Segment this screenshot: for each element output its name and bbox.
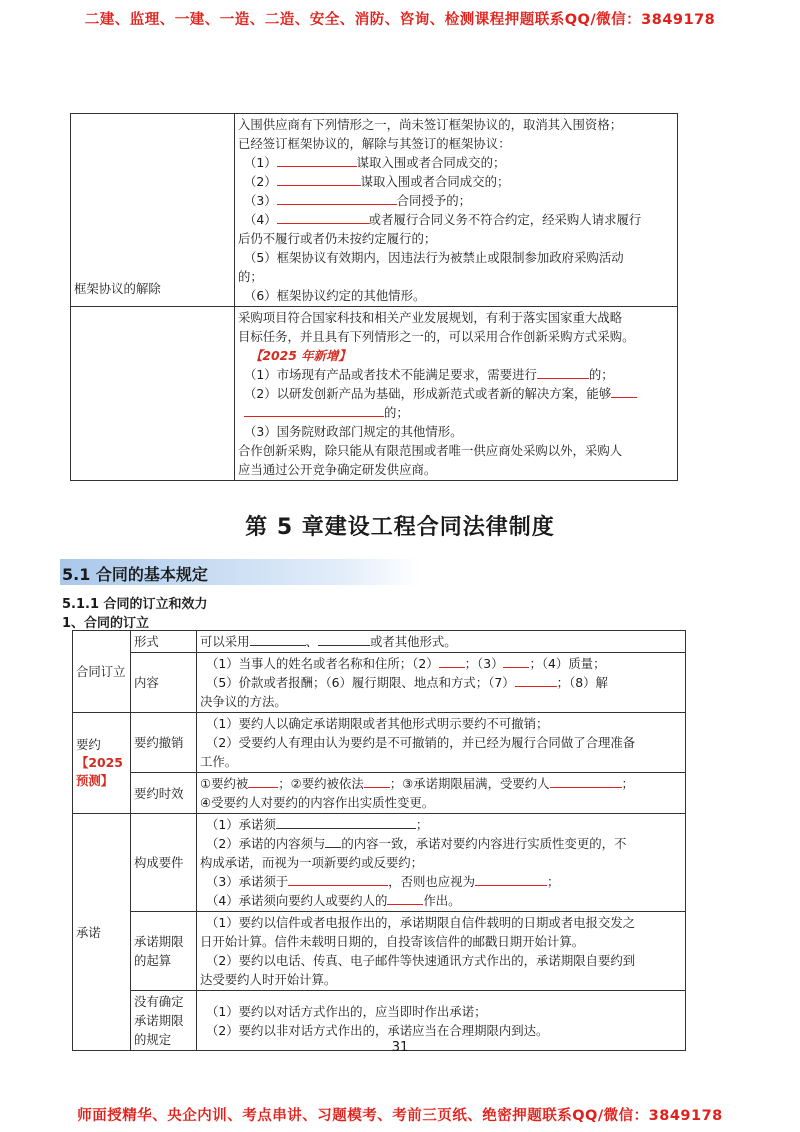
row-label: 内容 xyxy=(131,653,197,713)
page-number: 31 xyxy=(391,1040,409,1055)
text-line: （3）承诺须于 ，否则也应视为 ； xyxy=(206,874,560,889)
list-item: （4） 或者履行合同义务不符合约定，经采购人请求履行 xyxy=(244,212,642,227)
cell-content xyxy=(235,114,678,307)
list-item: 的； xyxy=(238,403,674,422)
fill-blank xyxy=(325,834,341,848)
text-line: （4）承诺须向要约人或要约人的 作出。 xyxy=(206,893,461,908)
text-line: （5）价款或者报酬；（6）履行期限、地点和方式；（7） ；（8）解 xyxy=(206,675,608,690)
cell-content xyxy=(235,307,678,481)
table-row xyxy=(73,912,686,991)
text-line: （1）承诺须 ； xyxy=(206,817,429,832)
text-line: 后仍不履行或者仍未按约定履行的； xyxy=(238,231,437,246)
row-label: 构成要件 xyxy=(131,814,197,912)
fill-blank xyxy=(244,403,384,417)
text-line: 入围供应商有下列情形之一，尚未签订框架协议的，取消其入围资格； xyxy=(238,117,623,132)
fill-blank xyxy=(277,172,361,186)
fill-blank xyxy=(277,153,357,167)
fill-blank xyxy=(503,654,529,668)
text-line: （2）要约以非对话方式作出的，承诺应当在合理期限内到达。 xyxy=(206,1022,549,1038)
group-label: 承诺 xyxy=(73,814,131,1051)
text-line: （1）当事人的姓名或者名称和住所；（2） ；（3） ；（4）质量； xyxy=(206,656,606,671)
table-row xyxy=(73,773,686,814)
fill-blank xyxy=(387,891,423,905)
fill-blank xyxy=(515,673,557,687)
cell-content xyxy=(197,713,686,773)
text-line: 日开始计算。信件未载明日期的，自投寄该信件的邮戳日期开始计算。 xyxy=(200,934,585,949)
list-item: （3） 合同授予的； xyxy=(244,193,472,208)
text-line: ①要约被 ；②要约被依法 ；③承诺期限届满，受要约人 ； xyxy=(200,776,634,791)
fill-blank xyxy=(276,815,416,829)
fill-blank xyxy=(277,191,397,205)
list-item: （3）国务院财政部门规定的其他情形。 xyxy=(244,424,463,439)
group-label xyxy=(73,713,131,814)
cell-content xyxy=(197,814,686,912)
cell-content xyxy=(197,653,686,713)
fill-blank xyxy=(364,774,390,788)
text-line: （1）要约以信件或者电报作出的，承诺期限自信件载明的日期或者电报交发之 xyxy=(206,915,636,930)
row-label-framework-termination xyxy=(71,114,235,307)
list-item: （6）框架协议约定的其他情形。 xyxy=(244,288,426,303)
new-tag: 【2025 年新增】 xyxy=(250,348,351,363)
row-label: 要约撤销 xyxy=(131,713,197,773)
text-line: （2）受要约人有理由认为要约是不可撤销的，并已经为履行合同做了合理准备 xyxy=(206,735,636,750)
sub-heading: 1、合同的订立 xyxy=(62,616,150,631)
text-line: 目标任务，并且具有下列情形之一的，可以采用合作创新采购方式采购。 xyxy=(238,329,635,344)
text-line: （2）要约以电话、传真、电子邮件等快速通讯方式作出的，承诺期限自要约到 xyxy=(206,953,636,968)
text-line: 达受要约人时开始计算。 xyxy=(200,972,337,987)
list-item: （1）市场现有产品或者技术不能满足要求，需要进行 的； xyxy=(244,367,614,382)
section-title: 5.1 合同的基本规定 xyxy=(62,565,208,584)
forecast-tag: 【2025 预测】 xyxy=(76,755,123,788)
table-row xyxy=(73,814,686,912)
fill-blank xyxy=(318,632,370,646)
fill-blank xyxy=(475,872,547,886)
contract-formation-table xyxy=(72,630,686,1051)
table-row xyxy=(73,631,686,653)
subsection-title: 5.1.1 合同的订立和效力 xyxy=(62,597,208,612)
text-line: 已经签订框架协议的，解除与其签订的框架协议： xyxy=(238,136,511,151)
text-line: （1）要约以对话方式作出的，应当即时作出承诺； xyxy=(206,1003,487,1019)
text-line: 应当通过公开竞争确定研发供应商。 xyxy=(238,462,437,477)
framework-table xyxy=(70,113,678,481)
text-line: 的； xyxy=(238,269,263,284)
row-label: 形式 xyxy=(131,631,197,653)
bottom-banner: 师面授精华、央企内训、考点串讲、习题模考、考前三页纸、绝密押题联系QQ/微信：3849178 xyxy=(77,1108,723,1124)
table-row xyxy=(71,114,678,307)
group-label: 合同订立 xyxy=(73,631,131,713)
fill-blank xyxy=(288,872,388,886)
fill-blank xyxy=(550,774,622,788)
text-line: 合作创新采购，除只能从有限范围或者唯一供应商处采购以外，采购人 xyxy=(238,443,623,458)
fill-blank xyxy=(537,365,589,379)
text-line: ④受要约人对要约的内容作出实质性变更。 xyxy=(200,795,435,810)
top-banner: 二建、监理、一建、一造、二造、安全、消防、咨询、检测课程押题联系QQ/微信：3849178 xyxy=(84,12,716,28)
text-line: 决争议的方法。 xyxy=(200,694,287,709)
table-row xyxy=(73,653,686,713)
row-label: 承诺期限的起算 xyxy=(131,912,197,991)
fill-blank xyxy=(439,654,465,668)
row-label: 没有确定承诺期限的规定 xyxy=(131,991,197,1051)
fill-blank xyxy=(250,632,306,646)
list-item: （2） 谋取入围或者合同成交的； xyxy=(244,174,510,189)
cell-content: 可以采用 、 或者其他形式。 xyxy=(197,631,686,653)
text-line: 构成承诺，而视为一项新要约或反要约； xyxy=(200,855,424,870)
fill-blank xyxy=(248,774,278,788)
fill-blank xyxy=(611,384,637,398)
text-line: 采购项目符合国家科技和相关产业发展规划，有利于落实国家重大战略 xyxy=(238,310,623,325)
list-item: （5）框架协议有效期内，因违法行为被禁止或限制参加政府采购活动 xyxy=(244,250,624,265)
list-item: （2）以研发创新产品为基础，形成新范式或者新的解决方案，能够 xyxy=(238,384,674,403)
fill-blank xyxy=(277,210,369,224)
row-label-empty xyxy=(71,307,235,481)
group-label-text: 要约 xyxy=(76,737,101,752)
text-line: （1）要约人以确定承诺期限或者其他形式明示要约不可撤销； xyxy=(206,716,549,731)
table-row xyxy=(73,713,686,773)
table-row xyxy=(71,307,678,481)
cell-content xyxy=(197,773,686,814)
text-line: （2）承诺的内容须与 的内容一致，承诺对要约内容进行实质性变更的，不 xyxy=(206,836,627,851)
text-line: 工作。 xyxy=(200,754,238,769)
list-item: （1） 谋取入围或者合同成交的； xyxy=(244,155,506,170)
chapter-title: 第 5 章建设工程合同法律制度 xyxy=(245,515,555,540)
row-label: 要约时效 xyxy=(131,773,197,814)
cell-content xyxy=(197,912,686,991)
cell-label: 框架协议的解除 xyxy=(74,281,161,296)
